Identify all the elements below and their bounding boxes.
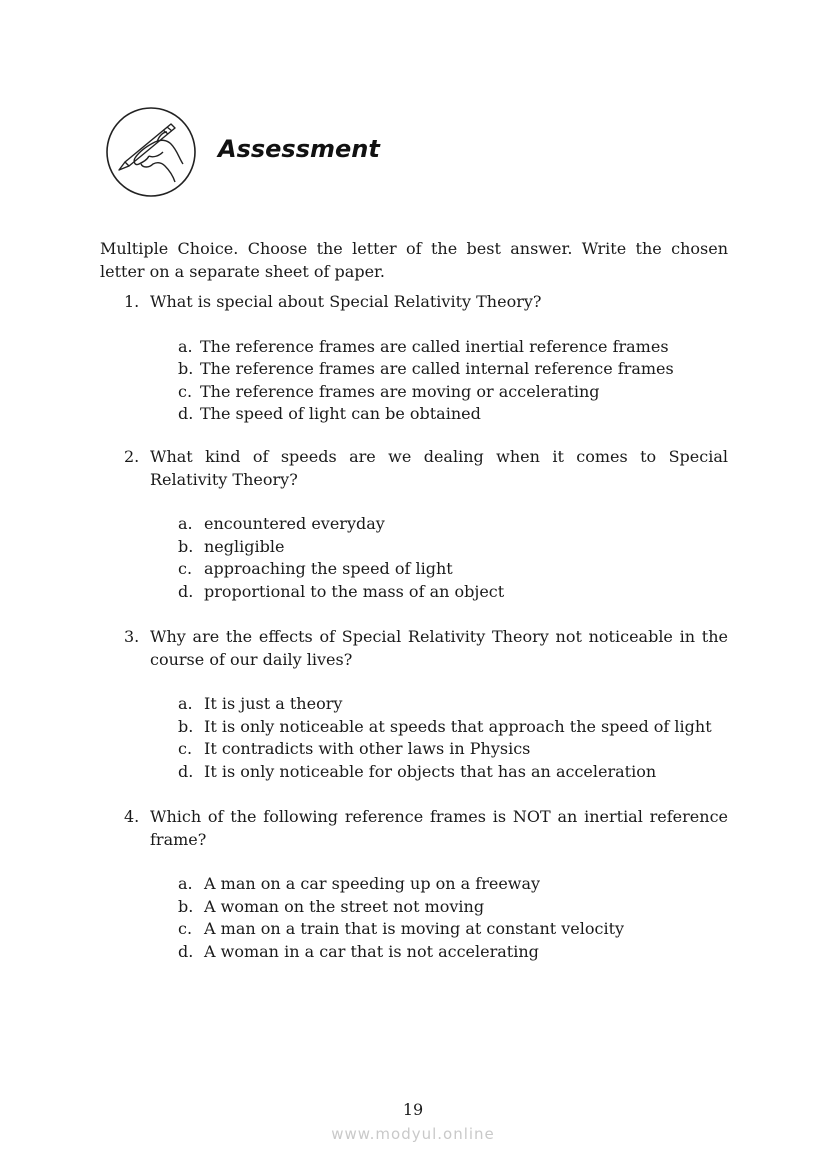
choice-letter: a. bbox=[178, 514, 193, 533]
choice-text: approaching the speed of light bbox=[204, 559, 453, 578]
choice-letter: b. bbox=[178, 896, 194, 916]
choice-text: A woman in a car that is not accelerating bbox=[204, 941, 539, 961]
question-number: 4. bbox=[124, 807, 140, 826]
choice-text: encountered everyday bbox=[204, 514, 385, 533]
choice-item bbox=[178, 941, 728, 964]
choice-item bbox=[178, 738, 728, 761]
question-text: Which of the following reference frames is NOT an inertial reference frame? bbox=[150, 807, 728, 849]
choice-letter: a. bbox=[178, 336, 193, 356]
choice-item bbox=[178, 381, 728, 404]
pencil-writing-icon bbox=[105, 106, 197, 198]
choice-item bbox=[178, 336, 728, 359]
choice-item bbox=[178, 918, 728, 941]
choice-text: The reference frames are moving or accelerating bbox=[200, 381, 600, 401]
question-1 bbox=[124, 291, 728, 426]
choice-letter: b. bbox=[178, 716, 194, 736]
choice-text: The reference frames are called inertial reference frames bbox=[200, 336, 669, 356]
choice-list bbox=[124, 336, 728, 426]
choice-letter: d. bbox=[178, 761, 194, 781]
choice-text: A man on a train that is moving at constant velocity bbox=[204, 919, 625, 938]
choice-letter: c. bbox=[178, 559, 193, 578]
choice-text: It is only noticeable for objects that has an acceleration bbox=[204, 761, 657, 781]
choice-item bbox=[178, 581, 728, 604]
question-text: What kind of speeds are we dealing when it comes to Special Relativity Theory? bbox=[150, 447, 728, 489]
choice-item bbox=[178, 761, 728, 784]
choice-text: It is only noticeable at speeds that approach the speed of light bbox=[204, 716, 712, 736]
watermark: www.modyul.online bbox=[331, 1125, 495, 1143]
choice-item bbox=[178, 403, 728, 426]
choice-list bbox=[124, 693, 728, 783]
choice-list bbox=[124, 513, 728, 603]
question-number: 1. bbox=[124, 292, 140, 311]
page-number: 19 bbox=[402, 1100, 424, 1119]
choice-letter: a. bbox=[178, 874, 193, 893]
choice-text: The speed of light can be obtained bbox=[200, 404, 481, 423]
choice-letter: c. bbox=[178, 381, 193, 401]
choice-text: It is just a theory bbox=[204, 694, 343, 713]
choice-letter: d. bbox=[178, 941, 194, 961]
choice-text: A man on a car speeding up on a freeway bbox=[204, 874, 541, 893]
choice-item bbox=[178, 896, 728, 919]
choice-letter: c. bbox=[178, 919, 193, 938]
question-number: 3. bbox=[124, 627, 140, 646]
question-3 bbox=[124, 626, 728, 783]
choice-item bbox=[178, 513, 728, 536]
question-number: 2. bbox=[124, 447, 140, 466]
instructions-text: Multiple Choice. Choose the letter of the best answer. Write the chosen letter on a separate sheet of paper. bbox=[100, 239, 728, 281]
choice-item bbox=[178, 693, 728, 716]
choice-letter: d. bbox=[178, 404, 194, 423]
choice-text: It contradicts with other laws in Physics bbox=[204, 739, 531, 758]
choice-letter: b. bbox=[178, 536, 194, 556]
choice-text: negligible bbox=[204, 536, 285, 556]
question-2 bbox=[124, 446, 728, 603]
choice-letter: c. bbox=[178, 739, 193, 758]
question-text: What is special about Special Relativity Theory? bbox=[150, 292, 542, 311]
choice-item bbox=[178, 873, 728, 896]
section-title: Assessment bbox=[218, 135, 380, 163]
choice-text: proportional to the mass of an object bbox=[204, 581, 505, 601]
question-4 bbox=[124, 806, 728, 963]
choice-list bbox=[124, 873, 728, 963]
choice-letter: d. bbox=[178, 581, 194, 601]
choice-item bbox=[178, 558, 728, 581]
choice-letter: b. bbox=[178, 359, 194, 378]
choice-text: A woman on the street not moving bbox=[204, 896, 485, 916]
choice-item bbox=[178, 536, 728, 559]
choice-text: The reference frames are called internal reference frames bbox=[200, 359, 674, 378]
question-text: Why are the effects of Special Relativity Theory not noticeable in the course of our daily lives? bbox=[150, 627, 728, 669]
choice-letter: a. bbox=[178, 694, 193, 713]
choice-item bbox=[178, 716, 728, 739]
choice-item bbox=[178, 358, 728, 381]
